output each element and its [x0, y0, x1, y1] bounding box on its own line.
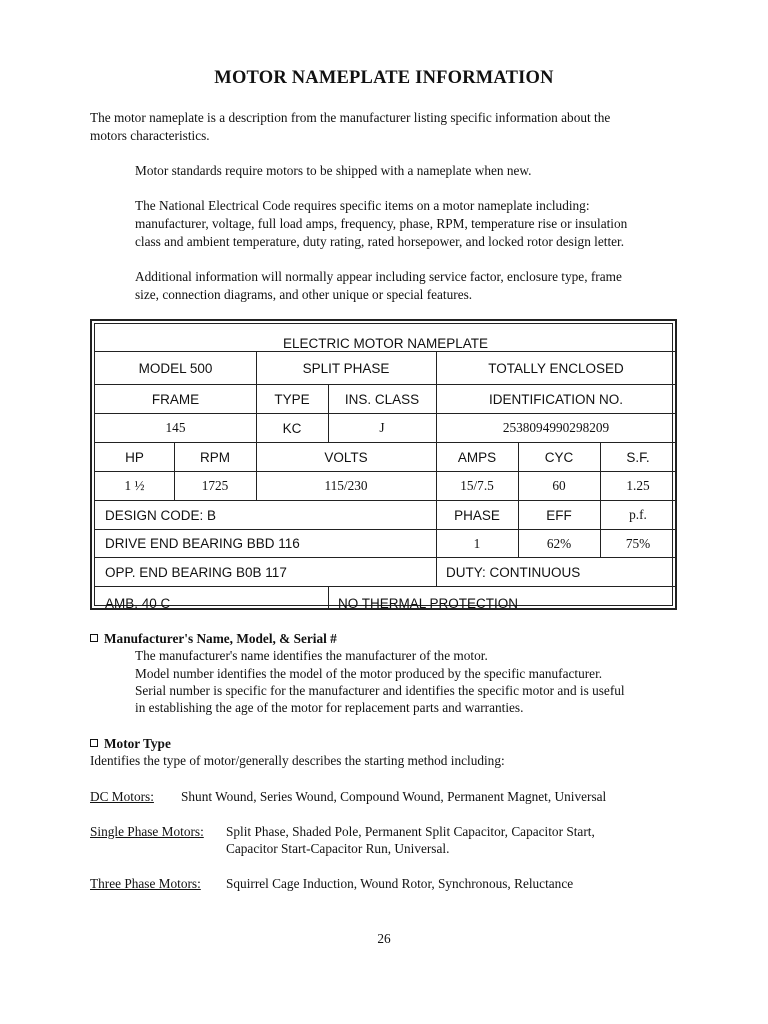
drive-end-bearing-cell: DRIVE END BEARING BBD 116: [105, 536, 300, 551]
nameplate-inner-border: [94, 323, 673, 611]
model-cell: MODEL 500: [138, 360, 213, 376]
identification-value: 2538094990298209: [502, 420, 610, 435]
amps-label: AMPS: [457, 449, 497, 465]
square-bullet-icon: [90, 739, 98, 747]
nec-line-3: class and ambient temperature, duty rating, rated horsepower, and locked rotor design letter.: [135, 234, 625, 249]
thermal-protection-cell: NO THERMAL PROTECTION: [338, 596, 519, 611]
single-phase-label: Single Phase Motors:: [90, 824, 204, 839]
volts-label: VOLTS: [324, 449, 368, 465]
nec-line-2: manufacturer, voltage, full load amps, frequency, phase, RPM, temperature rise or insulation: [135, 216, 628, 231]
eff-value: 62%: [546, 535, 572, 551]
volts-value: 115/230: [324, 478, 368, 493]
manufacturer-line-2: Model number identifies the model of the motor produced by the specific manufacturer.: [135, 666, 603, 681]
hp-value: 1 ½: [124, 478, 145, 493]
page-number: 26: [377, 931, 391, 946]
sf-label: S.F.: [626, 449, 650, 465]
cyc-value: 60: [552, 478, 566, 493]
manufacturer-line-4: in establishing the age of the motor for replacement parts and warranties.: [135, 700, 524, 715]
single-phase-text-2: Capacitor Start-Capacitor Run, Universal.: [226, 841, 450, 856]
manufacturer-heading-text: Manufacturer's Name, Model, & Serial #: [104, 631, 337, 646]
single-phase-text-1: Split Phase, Shaded Pole, Permanent Split Capacitor, Capacitor Start,: [226, 824, 595, 839]
rpm-label: RPM: [200, 449, 230, 465]
intro-line-2: motors characteristics.: [90, 128, 210, 143]
motor-type-heading: [90, 735, 171, 753]
motor-type-heading-text: Motor Type: [104, 736, 171, 751]
eff-label: EFF: [546, 507, 572, 523]
square-bullet-icon: [90, 634, 98, 642]
rpm-value: 1725: [201, 478, 229, 493]
design-code-cell: DESIGN CODE: B: [105, 507, 217, 523]
frame-value: 145: [165, 420, 186, 435]
manufacturer-line-1: The manufacturer's name identifies the manufacturer of the motor.: [135, 648, 488, 663]
amps-value: 15/7.5: [460, 478, 494, 493]
page-title: MOTOR NAMEPLATE INFORMATION: [214, 68, 554, 88]
identification-label: IDENTIFICATION NO.: [489, 391, 623, 407]
pf-label: p.f.: [629, 507, 647, 522]
three-phase-label: Three Phase Motors:: [90, 876, 201, 891]
dc-motors-label: DC Motors:: [90, 789, 154, 804]
phase-value: 1: [473, 535, 481, 551]
nameplate-table: [90, 319, 677, 610]
dc-motors-text: Shunt Wound, Series Wound, Compound Wound, Permanent Magnet, Universal: [181, 789, 607, 804]
motor-type-line-1: Identifies the type of motor/generally describes the starting method including:: [90, 753, 505, 768]
cyc-label: CYC: [544, 449, 574, 465]
opp-end-bearing-cell: OPP. END BEARING B0B 117: [105, 564, 287, 580]
phase-label: PHASE: [454, 507, 500, 523]
additional-line-1: Additional information will normally appear including service factor, enclosure type, frame: [135, 269, 622, 284]
ins-class-label: INS. CLASS: [344, 391, 420, 407]
type-value: KC: [282, 420, 302, 436]
frame-label: FRAME: [151, 391, 200, 407]
standards-paragraph: Motor standards require motors to be shipped with a nameplate when new.: [135, 163, 532, 178]
additional-line-2: size, connection diagrams, and other unique or special features.: [135, 287, 473, 302]
intro-line-1: The motor nameplate is a description from the manufacturer listing specific information about the: [90, 110, 611, 125]
nec-line-1: The National Electrical Code requires specific items on a motor nameplate including:: [135, 198, 590, 213]
pf-value: 75%: [625, 535, 651, 551]
nameplate-header: ELECTRIC MOTOR NAMEPLATE: [282, 336, 489, 351]
split-phase-cell: SPLIT PHASE: [302, 360, 390, 376]
ambient-cell: AMB. 40 C: [105, 596, 171, 611]
enclosure-cell: TOTALLY ENCLOSED: [488, 360, 624, 376]
manufacturer-heading: [90, 630, 337, 648]
ins-class-value: J: [379, 420, 385, 435]
hp-label: HP: [125, 449, 144, 465]
three-phase-text: Squirrel Cage Induction, Wound Rotor, Synchronous, Reluctance: [226, 876, 574, 891]
manufacturer-line-3: Serial number is specific for the manufacturer and identifies the specific motor and is useful: [135, 683, 625, 698]
type-label: TYPE: [274, 391, 310, 407]
sf-value: 1.25: [626, 478, 650, 493]
duty-cell: DUTY: CONTINUOUS: [446, 564, 581, 580]
